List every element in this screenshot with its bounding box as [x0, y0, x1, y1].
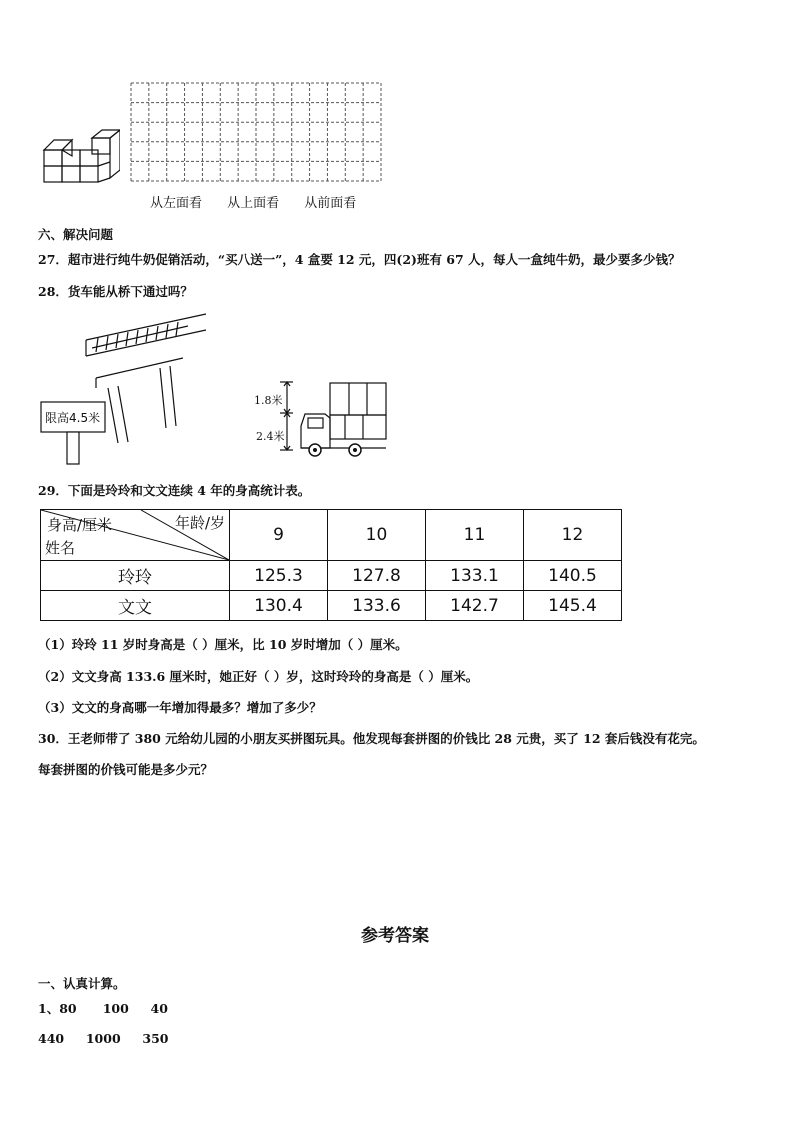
value-cell: 127.8 [328, 561, 426, 591]
view-left-label: 从左面看 [150, 196, 203, 211]
name-cell: 玲玲 [41, 561, 230, 591]
section-6-title: 六、解决问题 [38, 227, 114, 242]
bridge-illustration [38, 308, 218, 468]
truck-height-label: 2.4米 [256, 430, 285, 443]
question-30-line2: 每套拼图的价钱可能是多少元？ [38, 762, 214, 777]
truck-illustration [275, 378, 395, 460]
value-cell: 140.5 [524, 561, 622, 591]
question-28: 28．货车能从桥下通过吗？ [38, 284, 193, 299]
answers-row-1: 1、80 100 40 [38, 1001, 168, 1016]
question-29-sub2: （2）文文身高 133.6 厘米时，她正好（ ）岁，这时玲玲的身高是（ ）厘米。 [38, 669, 479, 684]
question-30-line1: 30．王老师带了 380 元给幼儿园的小朋友买拼图玩具。他发现每套拼图的价钱比 28 元贵，买了 12 套后钱没有花完。 [38, 731, 705, 746]
value-cell: 125.3 [230, 561, 328, 591]
table-header-cell [41, 510, 230, 561]
header-name: 姓名 [45, 539, 76, 557]
age-cell: 12 [524, 510, 622, 561]
value-cell: 145.4 [524, 591, 622, 621]
table-row [41, 591, 622, 621]
age-cell: 10 [328, 510, 426, 561]
value-cell: 133.1 [426, 561, 524, 591]
question-29-sub1: （1）玲玲 11 岁时身高是（ ）厘米，比 10 岁时增加（ ）厘米。 [38, 637, 408, 652]
cargo-height-label: 1.8米 [254, 394, 283, 407]
view-top-label: 从上面看 [227, 196, 280, 211]
header-height: 身高/厘米 [47, 516, 113, 534]
age-cell: 9 [230, 510, 328, 561]
value-cell: 133.6 [328, 591, 426, 621]
answers-section-1: 一、认真计算。 [38, 976, 126, 991]
header-age: 年龄/岁 [174, 514, 225, 532]
name-cell: 文文 [41, 591, 230, 621]
question-29-sub3: （3）文文的身高哪一年增加得最多？增加了多少？ [38, 700, 322, 715]
value-cell: 142.7 [426, 591, 524, 621]
question-29: 29．下面是玲玲和文文连续 4 年的身高统计表。 [38, 483, 311, 498]
age-cell: 11 [426, 510, 524, 561]
height-table [40, 509, 622, 621]
dashed-grid [130, 82, 382, 182]
table-row [41, 561, 622, 591]
height-limit-sign: 限高4.5米 [45, 411, 101, 425]
cube-figure [40, 128, 120, 186]
view-front-label: 从前面看 [304, 196, 357, 211]
view-labels [150, 192, 376, 211]
value-cell: 130.4 [230, 591, 328, 621]
answers-title: 参考答案 [361, 926, 429, 946]
question-27: 27．超市进行纯牛奶促销活动，“买八送一”，4 盒要 12 元，四(2)班有 67 人，每人一盒纯牛奶，最少要多少钱？ [38, 252, 681, 267]
answers-row-2: 440 1000 350 [38, 1031, 169, 1046]
